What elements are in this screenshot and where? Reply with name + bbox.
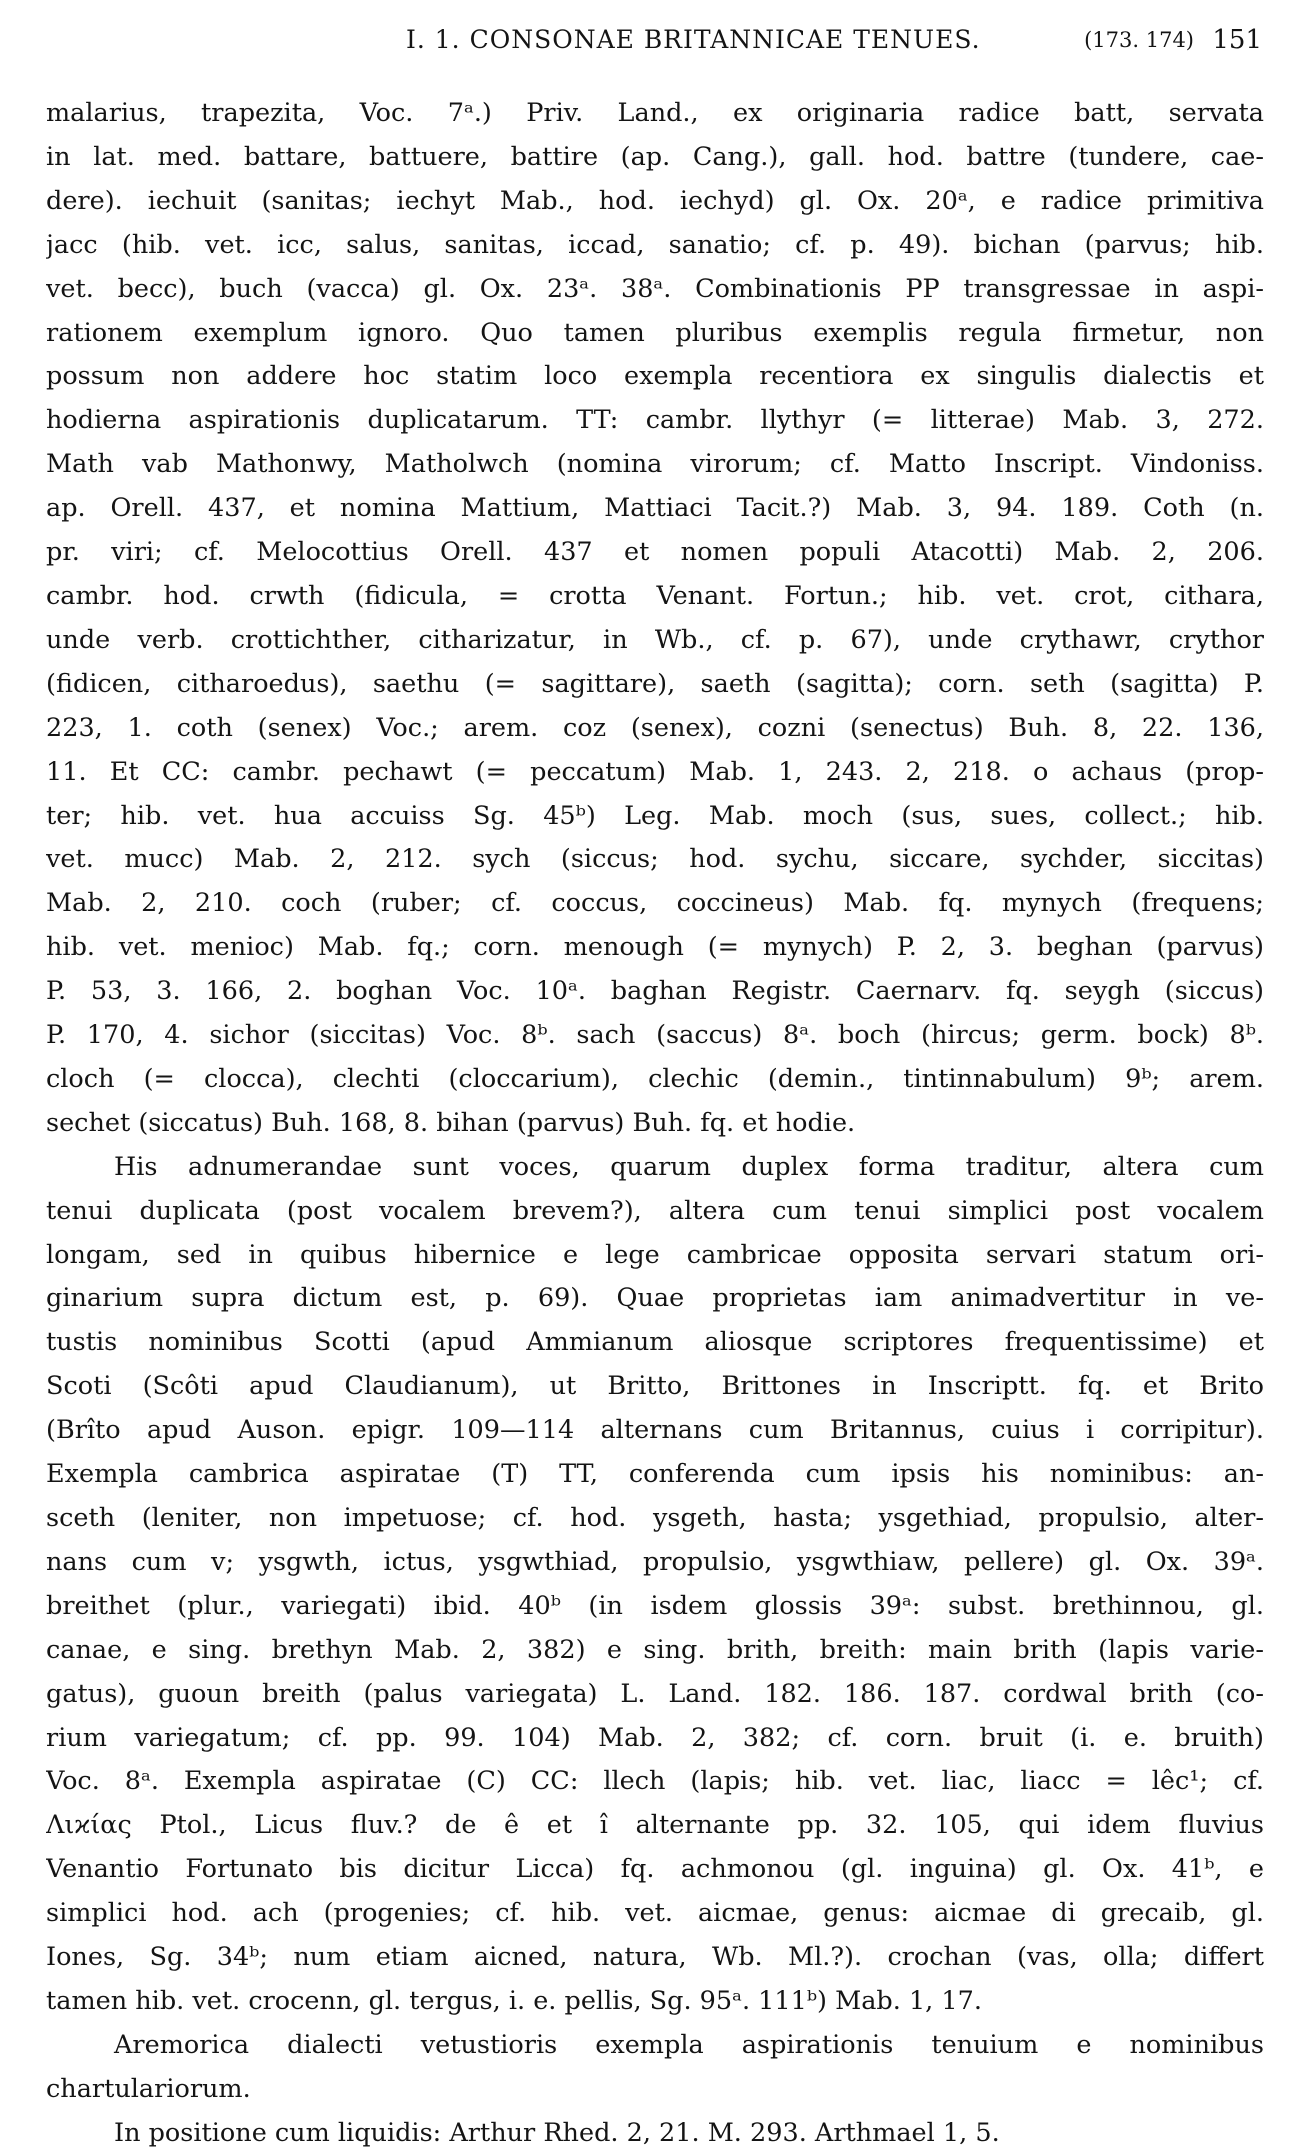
text-line: longam, sed in quibus hibernice e lege cambricae opposita servari statum ori- bbox=[46, 1239, 1264, 1270]
text-line: hib. vet. menioc) Mab. fq.; corn. menough (= mynych) P. 2, 3. beghan (parvus) bbox=[46, 932, 1264, 963]
text-line: (Brîto apud Auson. epigr. 109—114 alternans cum Britannus, cuius i corripitur). bbox=[46, 1415, 1264, 1446]
text-line: rationem exemplum ignoro. Quo tamen pluribus exemplis regula firmetur, non bbox=[46, 317, 1264, 348]
text-line: Venantio Fortunato bis dicitur Licca) fq. achmonou (gl. inguina) gl. Ox. 41ᵇ, e bbox=[46, 1854, 1264, 1885]
text-line: cloch (= clocca), clechti (cloccarium), clechic (demin., tintinnabulum) 9ᵇ; arem. bbox=[46, 1063, 1264, 1094]
running-head bbox=[46, 22, 1264, 58]
text-line: breithet (plur., variegati) ibid. 40ᵇ (in isdem glossis 39ᵃ: subst. brethinnou, gl. bbox=[46, 1590, 1264, 1621]
text-line: ginarium supra dictum est, p. 69). Quae proprietas iam animadvertitur in ve- bbox=[46, 1283, 1264, 1314]
text-line: gatus), guoun breith (palus variegata) L. Land. 182. 186. 187. cordwal brith (co- bbox=[46, 1678, 1264, 1709]
text-line: ap. Orell. 437, et nomina Mattium, Mattiaci Tacit.?) Mab. 3, 94. 189. Coth (n. bbox=[46, 493, 1264, 524]
text-line: Math vab Mathonwy, Matholwch (nomina virorum; cf. Matto Inscript. Vindoniss. bbox=[46, 449, 1264, 480]
text-line: cambr. hod. crwth (fidicula, = crotta Venant. Fortun.; hib. vet. crot, cithara, bbox=[46, 580, 1264, 611]
body-text bbox=[46, 92, 1264, 2156]
text-line: tustis nominibus Scotti (apud Ammianum aliosque scriptores frequentissime) et bbox=[46, 1327, 1264, 1358]
text-line: Scoti (Scôti apud Claudianum), ut Britto, Brittones in Inscriptt. fq. et Brito bbox=[46, 1371, 1264, 1402]
text-line: simplici hod. ach (progenies; cf. hib. vet. aicmae, genus: aicmae di grecaib, gl. bbox=[46, 1898, 1264, 1929]
text-line: chartulariorum. bbox=[46, 2073, 251, 2104]
text-line: ter; hib. vet. hua accuiss Sg. 45ᵇ) Leg. Mab. moch (sus, sues, collect.; hib. bbox=[46, 800, 1264, 831]
text-line: P. 53, 3. 166, 2. boghan Voc. 10ᵃ. baghan Registr. Caernarv. fq. seygh (siccus) bbox=[46, 976, 1264, 1007]
text-line: pr. viri; cf. Melocottius Orell. 437 et nomen populi Atacotti) Mab. 2, 206. bbox=[46, 537, 1264, 568]
text-line: tenui duplicata (post vocalem brevem?), altera cum tenui simplici post vocalem bbox=[46, 1195, 1264, 1226]
text-line: His adnumerandae sunt voces, quarum duplex forma traditur, altera cum bbox=[114, 1151, 1264, 1182]
text-line: in lat. med. battare, battuere, battire (ap. Cang.), gall. hod. battre (tundere, cae- bbox=[46, 141, 1264, 172]
running-head-title: I. 1. CONSONAE BRITANNICAE TENUES. bbox=[406, 25, 981, 54]
text-line: vet. mucc) Mab. 2, 212. sych (siccus; hod. sychu, siccare, sychder, siccitas) bbox=[46, 844, 1264, 875]
text-line: dere). iechuit (sanitas; iechyt Mab., hod. iechyd) gl. Ox. 20ᵃ, e radice primitiva bbox=[46, 185, 1264, 216]
text-line: sceth (leniter, non impetuose; cf. hod. ysgeth, hasta; ysgethiad, propulsio, alter- bbox=[46, 1503, 1264, 1533]
text-line: nans cum v; ysgwth, ictus, ysgwthiad, propulsio, ysgwthiaw, pellere) gl. Ox. 39ᵃ. bbox=[46, 1546, 1264, 1577]
page-number: 151 bbox=[1212, 25, 1262, 55]
text-line: Aremorica dialecti vetustioris exempla aspirationis tenuium e nominibus bbox=[114, 2029, 1264, 2060]
text-line: Λιϰίας Ptol., Licus fluv.? de ê et î alternante pp. 32. 105, qui idem fluvius bbox=[46, 1810, 1264, 1841]
text-line: vet. becc), buch (vacca) gl. Ox. 23ᵃ. 38ᵃ. Combinationis PP transgressae in aspi- bbox=[46, 273, 1264, 304]
running-head-page-refs: (173. 174) bbox=[1084, 28, 1194, 52]
text-line: tamen hib. vet. crocenn, gl. tergus, i. e. pellis, Sg. 95ᵃ. 111ᵇ) Mab. 1, 17. bbox=[46, 1985, 982, 2016]
text-line: P. 170, 4. sichor (siccitas) Voc. 8ᵇ. sach (saccus) 8ᵃ. boch (hircus; germ. bock) 8ᵇ. bbox=[46, 1020, 1264, 1051]
text-line: hodierna aspirationis duplicatarum. TT: cambr. llythyr (= litterae) Mab. 3, 272. bbox=[46, 405, 1264, 436]
text-line: malarius, trapezita, Voc. 7ᵃ.) Priv. Land., ex originaria radice batt, servata bbox=[46, 98, 1264, 128]
text-line: jacc (hib. vet. icc, salus, sanitas, iccad, sanatio; cf. p. 49). bichan (parvus; hib. bbox=[46, 229, 1264, 260]
text-line: Iones, Sg. 34ᵇ; num etiam aicned, natura, Wb. Ml.?). crochan (vas, olla; differt bbox=[46, 1942, 1264, 1973]
text-line: rium variegatum; cf. pp. 99. 104) Mab. 2, 382; cf. corn. bruit (i. e. bruith) bbox=[46, 1722, 1264, 1753]
text-line: Voc. 8ᵃ. Exempla aspiratae (C) CC: llech (lapis; hib. vet. liac, liacc = lêc¹; cf. bbox=[46, 1766, 1264, 1797]
text-line: 223, 1. coth (senex) Voc.; arem. coz (senex), cozni (senectus) Buh. 8, 22. 136, bbox=[46, 712, 1264, 743]
text-line: possum non addere hoc statim loco exempla recentiora ex singulis dialectis et bbox=[46, 361, 1264, 392]
text-line: unde verb. crottichther, citharizatur, in Wb., cf. p. 67), unde crythawr, crythor bbox=[46, 624, 1264, 655]
text-line: Exempla cambrica aspiratae (T) TT, conferenda cum ipsis his nominibus: an- bbox=[46, 1459, 1264, 1490]
text-line: canae, e sing. brethyn Mab. 2, 382) e sing. brith, breith: main brith (lapis varie- bbox=[46, 1634, 1264, 1665]
text-line: Mab. 2, 210. coch (ruber; cf. coccus, coccineus) Mab. fq. mynych (frequens; bbox=[46, 888, 1264, 919]
text-line: (fidicen, citharoedus), saethu (= sagittare), saeth (sagitta); corn. seth (sagitta) P. bbox=[46, 668, 1264, 699]
text-line: In positione cum liquidis: Arthur Rhed. 2, 21. M. 293. Arthmael 1, 5. bbox=[114, 2117, 1000, 2148]
text-line: 11. Et CC: cambr. pechawt (= peccatum) Mab. 1, 243. 2, 218. o achaus (prop- bbox=[46, 756, 1264, 787]
text-line: sechet (siccatus) Buh. 168, 8. bihan (parvus) Buh. fq. et hodie. bbox=[46, 1107, 856, 1138]
